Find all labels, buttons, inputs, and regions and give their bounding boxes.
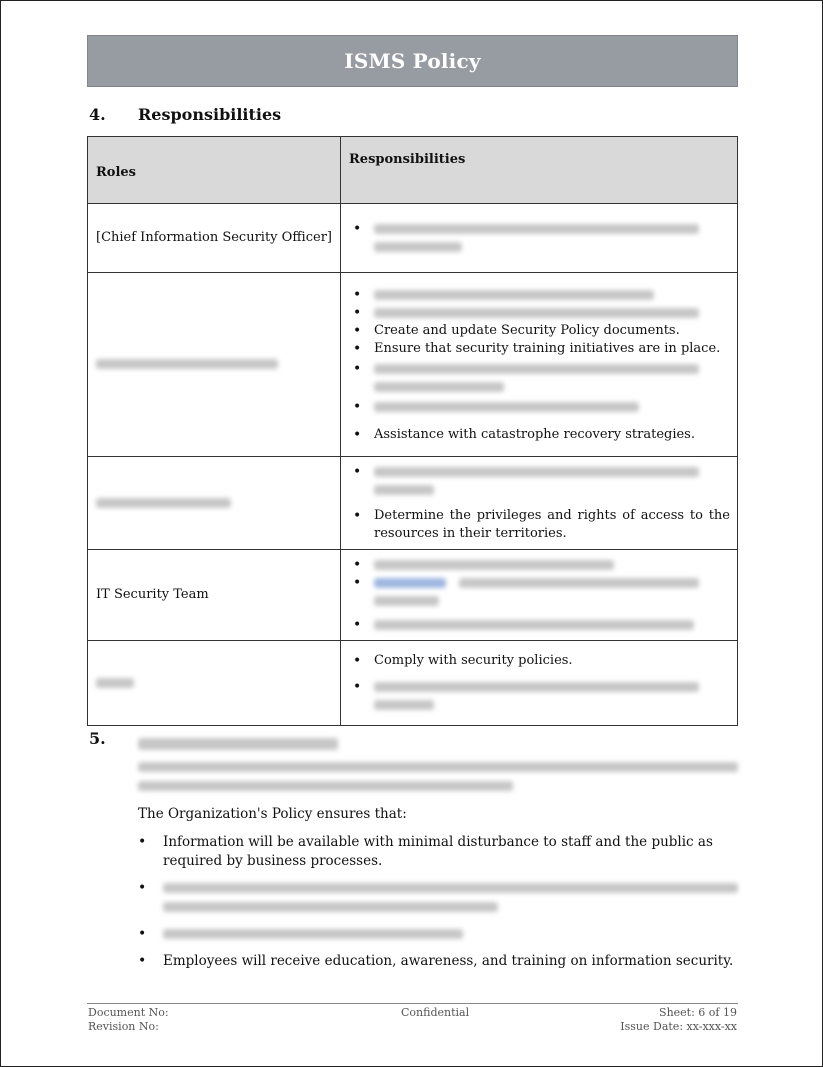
footer-left xyxy=(88,1006,169,1034)
footer-right xyxy=(620,1006,737,1034)
role-name-redacted xyxy=(96,498,231,508)
role-name: IT Security Team xyxy=(96,587,209,602)
section-5-intro-redacted xyxy=(138,758,738,796)
role-name: [Chief Information Security Officer] xyxy=(96,230,332,245)
table-row xyxy=(88,641,738,726)
table-row xyxy=(88,550,738,641)
responsibility-item-redacted xyxy=(348,398,730,416)
responsibility-item: • Ensure that security training initiatives are in place. xyxy=(348,340,730,358)
role-cell xyxy=(88,273,341,457)
footer-divider xyxy=(87,1003,738,1004)
column-header-responsibilities: Responsibilities xyxy=(341,137,738,204)
role-name-redacted xyxy=(96,359,278,369)
responsibility-item: • Determine the privileges and rights of access to the resources in their territories. xyxy=(348,507,730,543)
responsibility-item: • Assistance with catastrophe recovery strategies. xyxy=(348,426,730,444)
responsibility-item: • Comply with security policies. xyxy=(348,652,730,670)
policy-bullet: • Employees will receive education, awareness, and training on information security. xyxy=(138,952,738,971)
responsibility-item-redacted xyxy=(348,574,730,610)
role-name-redacted xyxy=(96,678,134,688)
policy-bullet-redacted xyxy=(138,879,738,917)
table-header-row xyxy=(88,137,738,204)
section-4-number: 4. xyxy=(89,105,106,124)
responsibility-item-redacted xyxy=(348,286,730,304)
section-5-lead: The Organization's Policy ensures that: xyxy=(138,806,407,822)
sheet-number: Sheet: 6 of 19 xyxy=(659,1006,737,1019)
issue-date: Issue Date: xx-xxx-xx xyxy=(620,1020,737,1033)
section-5-heading-redacted xyxy=(138,733,338,754)
document-title: ISMS Policy xyxy=(344,49,481,73)
document-number-label: Document No: xyxy=(88,1006,169,1019)
responsibility-cell xyxy=(341,273,738,457)
revision-number-label: Revision No: xyxy=(88,1020,159,1033)
column-header-roles: Roles xyxy=(88,137,341,204)
responsibilities-table xyxy=(87,136,738,726)
responsibility-item-redacted xyxy=(348,304,730,322)
table-row xyxy=(88,273,738,457)
responsibility-item-redacted xyxy=(348,556,730,574)
classification-label: Confidential xyxy=(401,1006,470,1019)
responsibility-item-redacted xyxy=(348,360,730,396)
role-cell xyxy=(88,457,341,550)
role-cell xyxy=(88,641,341,726)
table-row xyxy=(88,457,738,550)
section-5-body xyxy=(138,758,738,971)
responsibility-item: • Create and update Security Policy documents. xyxy=(348,322,730,340)
table-row xyxy=(88,204,738,273)
role-cell xyxy=(88,550,341,641)
section-5-number: 5. xyxy=(89,729,106,748)
responsibility-cell xyxy=(341,550,738,641)
section-4-heading: Responsibilities xyxy=(138,105,282,124)
policy-bullets xyxy=(138,833,738,971)
responsibility-cell xyxy=(341,457,738,550)
responsibility-item-redacted xyxy=(348,616,730,634)
responsibility-item-redacted xyxy=(348,678,730,714)
responsibility-cell xyxy=(341,204,738,273)
redacted-link[interactable] xyxy=(374,578,446,588)
document-title-bar xyxy=(87,35,738,87)
footer-center xyxy=(401,1006,469,1020)
responsibility-item-redacted xyxy=(348,463,730,499)
policy-bullet: • Information will be available with minimal disturbance to staff and the public as required by business processes. xyxy=(138,833,738,871)
responsibility-cell xyxy=(341,641,738,726)
responsibility-item-redacted xyxy=(348,220,730,256)
role-cell xyxy=(88,204,341,273)
policy-bullet-redacted xyxy=(138,925,738,944)
